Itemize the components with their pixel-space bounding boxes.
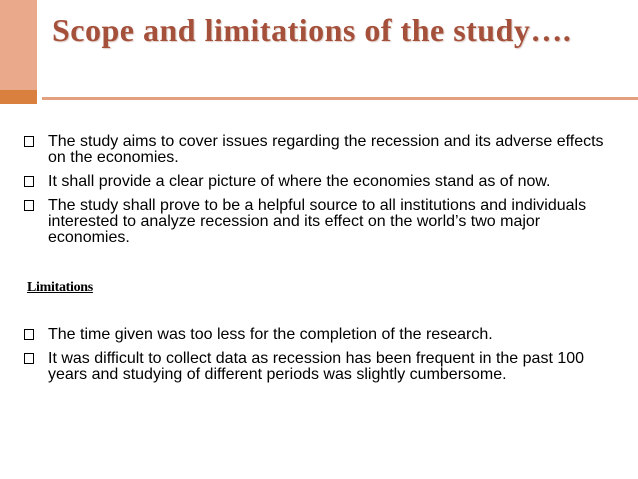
list-item-text: The study shall prove to be a helpful source to all institutions and individuals interested to analyze recession and its effect on the world’s two major economies.: [48, 197, 587, 246]
accent-bar: [0, 0, 37, 90]
list-item-text: It shall provide a clear picture of where the economies stand as of now.: [48, 173, 551, 190]
square-bullet-icon: [24, 176, 34, 187]
limitations-heading: Limitations: [27, 280, 93, 295]
list-item: [20, 351, 620, 383]
limitations-list: [20, 327, 620, 391]
list-item: [20, 327, 620, 343]
title-band: [0, 0, 638, 110]
list-item: [20, 198, 620, 246]
slide-title: Scope and limitations of the study….: [52, 12, 572, 48]
square-bullet-icon: [24, 136, 34, 147]
square-bullet-icon: [24, 329, 34, 340]
accent-rule-block: [0, 90, 37, 104]
list-item: [20, 174, 620, 190]
title-underline: [42, 97, 638, 100]
square-bullet-icon: [24, 200, 34, 211]
list-item: [20, 134, 620, 166]
list-item-text: The time given was too less for the completion of the research.: [48, 326, 493, 343]
square-bullet-icon: [24, 353, 34, 364]
list-item-text: It was difficult to collect data as recession has been frequent in the past 100 years and studying of different periods was slightly cumbersome.: [48, 350, 585, 383]
scope-list: [20, 134, 620, 254]
list-item-text: The study aims to cover issues regarding the recession and its adverse effects on the economies.: [48, 133, 604, 166]
